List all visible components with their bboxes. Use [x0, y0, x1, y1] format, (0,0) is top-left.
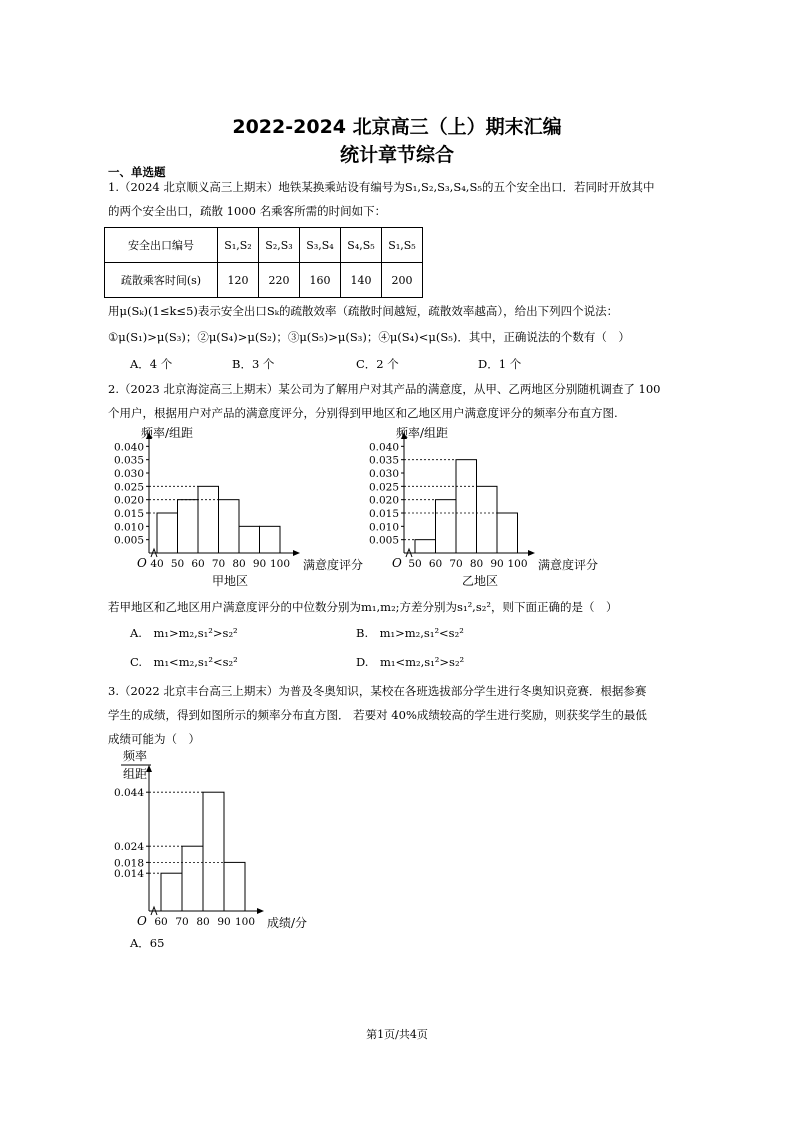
y-tick-label: 0.005	[368, 534, 399, 547]
y-tick-label: 0.040	[113, 441, 144, 454]
x-tick-label: 60	[154, 916, 168, 928]
histogram-bar	[157, 513, 178, 553]
table-row	[105, 263, 423, 298]
q2-option-a[interactable]: A. m₁>m₂,s₁²>s₂²	[130, 626, 238, 640]
page-footer: 第1页/共4页	[366, 1028, 428, 1041]
q3-line2: 学生的成绩，得到如图所示的频率分布直方图． 若要对 40%成绩较高的学生进行奖励，则获奖学生的最低	[108, 708, 647, 722]
y-tick-label: 0.040	[368, 441, 399, 454]
q1-line4: ①μ(S₁)>μ(S₃)；②μ(S₄)>μ(S₂)；③μ(S₅)>μ(S₃)；④μ(S₄)<μ(S₅)．其中，正确说法的个数有（ ）	[108, 330, 630, 344]
histogram-bar	[182, 846, 203, 911]
chart-scores	[105, 750, 325, 930]
y-tick-label: 0.020	[113, 494, 144, 507]
histogram-bar	[456, 460, 477, 553]
y-tick-label: 0.025	[368, 481, 399, 494]
q1-option-d[interactable]: D．1 个	[478, 357, 522, 371]
q1-option-b[interactable]: B．3 个	[232, 357, 275, 371]
y-axis-label: 频率/组距	[141, 426, 194, 440]
x-tick-label: 90	[252, 558, 267, 570]
table-cell: S₁,S₅	[382, 228, 423, 263]
q3-line1: 3.（2022 北京丰台高三上期末）为普及冬奥知识，某校在各班选拔部分学生进行冬奥知识竞赛．根据参赛	[108, 684, 647, 698]
q2-line2: 个用户，根据用户对产品的满意度评分，分别得到甲地区和乙地区用户满意度评分的频率分布直方图.	[108, 406, 618, 420]
y-tick-label: 0.015	[368, 508, 399, 520]
x-tick-label: 70	[449, 558, 463, 570]
q1-line3: 用μ(Sₖ)(1≤k≤5)表示安全出口Sₖ的疏散效率（疏散时间越短，疏散效率越高），给出下列四个说法：	[108, 304, 619, 318]
x-tick-label: 80	[232, 558, 246, 570]
origin-label: O	[392, 556, 402, 570]
y-tick-label: 0.024	[113, 841, 144, 854]
q2-line3: 若甲地区和乙地区用户满意度评分的中位数分别为m₁,m₂;方差分别为s₁²,s₂²，则下面正确的是（ ）	[108, 600, 618, 614]
y-tick-label: 0.010	[368, 521, 399, 534]
document-title: 2022-2024 北京高三（上）期末汇编	[232, 116, 562, 138]
table-cell: 120	[218, 263, 259, 298]
histogram-bar	[203, 792, 224, 911]
table-header-cell: 安全出口编号	[105, 228, 218, 263]
table-cell: S₄,S₅	[341, 228, 382, 263]
table-header-cell: 疏散乘客时间(s)	[105, 263, 218, 298]
chart-yi	[360, 425, 610, 590]
q1-line1: 1.（2024 北京顺义高三上期末）地铁某换乘站设有编号为S₁,S₂,S₃,S₄,S₅的五个安全出口．若同时开放其中	[108, 180, 655, 194]
table-cell: S₂,S₃	[259, 228, 300, 263]
y-tick-label: 0.020	[368, 494, 399, 507]
table-cell: 200	[382, 263, 423, 298]
x-tick-label: 100	[234, 916, 256, 928]
histogram-bar	[477, 486, 498, 553]
histogram-bar	[198, 486, 219, 553]
y-axis-label-top: 频率	[123, 750, 148, 763]
x-axis-label: 满意度评分	[538, 558, 599, 572]
origin-label: O	[137, 914, 147, 928]
q2-option-d[interactable]: D. m₁<m₂,s₁²>s₂²	[356, 655, 465, 669]
q2-option-b[interactable]: B. m₁>m₂,s₁²<s₂²	[356, 626, 464, 640]
chart-jia	[105, 425, 375, 590]
y-axis-label: 频率/组距	[396, 426, 449, 440]
x-tick-label: 60	[428, 558, 443, 570]
y-tick-label: 0.044	[113, 787, 144, 800]
origin-label: O	[137, 556, 147, 570]
q1-line2: 的两个安全出口，疏散 1000 名乘客所需的时间如下：	[108, 204, 387, 218]
y-tick-label: 0.015	[113, 508, 144, 520]
histogram-bar	[178, 500, 199, 553]
y-tick-label: 0.030	[113, 468, 144, 480]
x-tick-label: 50	[408, 558, 422, 570]
x-tick-label: 50	[170, 558, 185, 570]
x-tick-label: 70	[175, 916, 189, 928]
histogram-bar	[161, 873, 182, 911]
document-subtitle: 统计章节综合	[339, 144, 454, 166]
table-cell: 140	[341, 263, 382, 298]
x-axis-arrow	[257, 908, 264, 914]
y-tick-label: 0.005	[113, 534, 144, 547]
x-tick-label: 90	[490, 558, 504, 570]
x-tick-label: 60	[191, 558, 205, 570]
x-tick-label: 80	[469, 558, 484, 570]
y-tick-label: 0.018	[113, 857, 144, 870]
table-cell: 220	[259, 263, 300, 298]
y-tick-label: 0.035	[113, 454, 144, 467]
chart-title: 甲地区	[211, 574, 249, 588]
q2-line1: 2.（2023 北京海淀高三上期末）某公司为了解用户对其产品的满意度，从甲、乙两地区分别随机调查了 100	[108, 382, 661, 396]
histogram-bar	[239, 526, 260, 553]
table-cell: S₁,S₂	[218, 228, 259, 263]
table-row	[105, 228, 423, 263]
table-cell: S₃,S₄	[300, 228, 341, 263]
chart-title: 乙地区	[461, 574, 499, 588]
histogram-bar	[219, 500, 240, 553]
y-tick-label: 0.030	[368, 468, 399, 480]
x-axis-arrow	[293, 550, 300, 556]
x-tick-label: 100	[507, 558, 528, 570]
section-heading: 一、单选题	[108, 165, 166, 179]
histogram-bar	[497, 513, 518, 553]
y-tick-label: 0.014	[113, 868, 144, 881]
q1-table	[104, 227, 423, 298]
x-tick-label: 100	[269, 558, 291, 570]
q2-option-c[interactable]: C. m₁<m₂,s₁²<s₂²	[130, 655, 238, 669]
y-tick-label: 0.010	[113, 521, 144, 534]
x-axis-label: 成绩/分	[267, 916, 308, 930]
histogram-bar	[415, 540, 436, 553]
y-tick-label: 0.035	[368, 454, 399, 467]
q1-option-a[interactable]: A．4 个	[130, 357, 173, 371]
y-axis-label-bottom: 组距	[123, 767, 148, 781]
x-tick-label: 70	[211, 558, 226, 570]
q1-option-c[interactable]: C．2 个	[356, 357, 399, 371]
x-axis-label: 满意度评分	[303, 558, 364, 572]
x-tick-label: 80	[196, 916, 210, 928]
histogram-bar	[436, 500, 457, 553]
q3-line3: 成绩可能为（ ）	[108, 732, 200, 746]
q3-option-a[interactable]: A．65	[130, 936, 165, 950]
x-tick-label: 40	[150, 558, 164, 570]
x-axis-arrow	[528, 550, 535, 556]
histogram-bar	[224, 862, 245, 911]
y-tick-label: 0.025	[113, 481, 144, 494]
table-cell: 160	[300, 263, 341, 298]
x-tick-label: 90	[217, 916, 231, 928]
histogram-bar	[260, 526, 281, 553]
